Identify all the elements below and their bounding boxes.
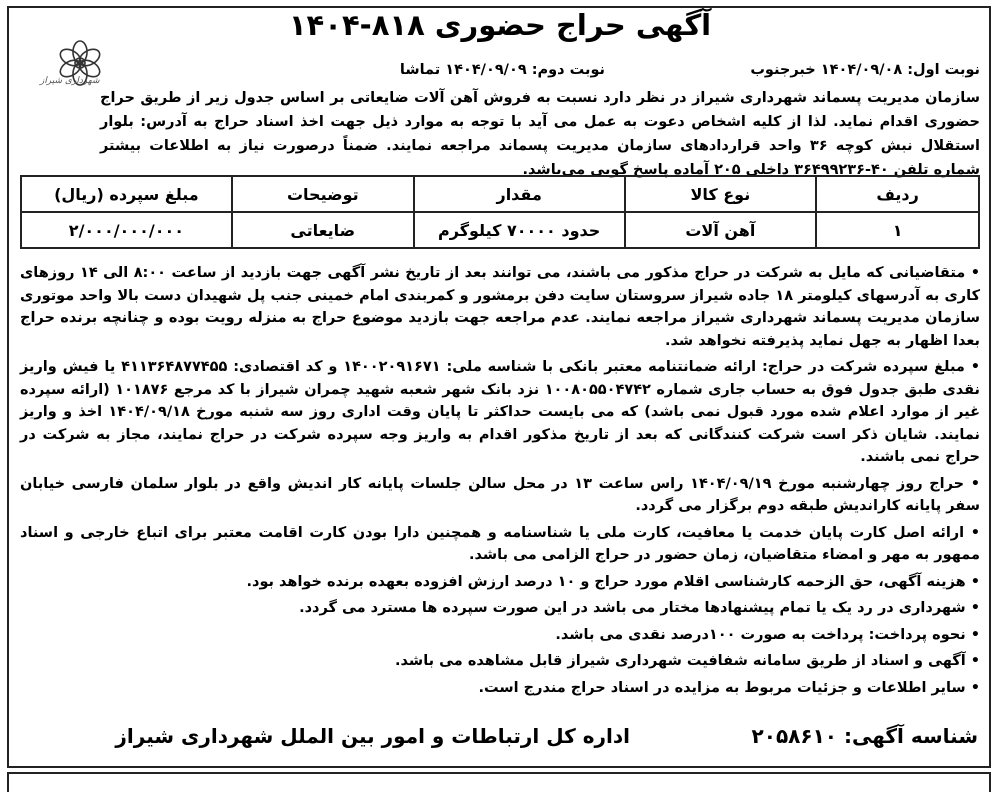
conditions-list bbox=[20, 262, 980, 703]
table-row bbox=[21, 212, 979, 248]
cell-description: ضایعاتی bbox=[232, 212, 414, 248]
col-header-quantity: مقدار bbox=[414, 176, 625, 212]
col-header-item-type: نوع کالا bbox=[625, 176, 817, 212]
ad-id: شناسه آگهی: ۲۰۵۸۶۱۰ bbox=[751, 724, 978, 748]
condition-payment: • نحوه پرداخت: پرداخت به صورت ۱۰۰درصد نقدی می باشد. bbox=[555, 626, 980, 643]
col-header-description: توضیحات bbox=[232, 176, 414, 212]
col-header-deposit: مبلغ سپرده (ریال) bbox=[21, 176, 232, 212]
second-publication: نوبت دوم: ۱۴۰۴/۰۹/۰۹ تماشا bbox=[399, 62, 605, 78]
condition-documents: • ارائه اصل کارت پایان خدمت یا معافیت، کارت ملی یا شناسنامه و همچنین دارا بودن کارت اقامت معتبر برای اتباع خارجی و اسناد ممهور به مهر و امضاء متقاضیان، زمان حضور در حراج الزامی می باشد. bbox=[20, 524, 980, 563]
table-header-row bbox=[21, 176, 979, 212]
logo-caption: شهرداری شیراز bbox=[40, 76, 100, 86]
condition-other: • سایر اطلاعات و جزئیات مربوط به مزایده در اسناد حراج مندرج است. bbox=[478, 679, 980, 696]
condition-auction-date: • حراج روز چهارشنبه مورخ ۱۴۰۴/۰۹/۱۹ راس ساعت ۱۳ در محل سالن جلسات پایانه کار اندیش واقع در بلوار سلمان فارسی خیابان سفر پایانه کاراندیش طبقه دوم برگزار می گردد. bbox=[20, 475, 980, 514]
condition-costs: • هزینه آگهی، حق الزحمه کارشناسی اقلام مورد حراج و ۱۰ درصد ارزش افزوده بعهده برنده خواهد بود. bbox=[246, 573, 980, 590]
cell-quantity: حدود ۷۰۰۰۰ کیلوگرم bbox=[414, 212, 625, 248]
condition-rejection: • شهرداری در رد یک یا تمام پیشنهادها مختار می باشد در این صورت سپرده ها مسترد می گردد. bbox=[299, 600, 980, 616]
cell-item-type: آهن آلات bbox=[625, 212, 817, 248]
col-header-row-number: ردیف bbox=[816, 176, 979, 212]
condition-visit: • متقاضیانی که مایل به شرکت در حراج مذکور می باشند، می توانند بعد از تاریخ نشر آگهی جهت بازدید از ساعت ۸:۰۰ الی ۱۴ روزهای کاری به آدرسهای کیلومتر ۱۸ جاده شیراز سروستان سایت دفن برمشور و کمربندی امام خمینی جنب پل شهیدان دست بالا واحد موتوری سازمان مدیریت پسماند شهرداری شیراز مراجعه نمایند. عدم مراجعه جهت بازدید موضوع حراج به منزله رویت بوده و چنانچه برنده حراج بعدا اظهار به جهل نماید پذیرفته نخواهد شد. bbox=[20, 265, 981, 349]
notice-title: آگهی حراج حضوری ۸۱۸-۱۴۰۴ bbox=[288, 8, 712, 42]
cell-deposit: ۲/۰۰۰/۰۰۰/۰۰۰ bbox=[21, 212, 232, 248]
items-table bbox=[20, 175, 980, 249]
condition-deposit: • مبلغ سپرده شرکت در حراج: ارائه ضمانتنامه معتبر بانکی با شناسه ملی: ۱۴۰۰۲۰۹۱۶۷۱ و کد اقتصادی: ۴۱۱۳۶۴۸۷۷۴۵۵ یا فیش واریز نقدی طبق جدول فوق به حساب جاری شماره ۱۰۰۸۰۵۵۰۴۷۴۲ نزد بانک شهر شعبه شهید چمران شیراز با کد مرجع ۱۰۱۸۷۶ (ارائه سپرده غیر از موارد اعلام شده مورد قبول نمی باشد) که می بایست حداکثر تا پایان وقت اداری روز سه شنبه مورخ ۱۴۰۴/۰۹/۱۸ اخذ و واریز نمایند. شایان ذکر است شرکت کنندگانی که بعد از تاریخ مذکور اقدام به واریز وجه سپرده شرکت در حراج نمایند، مجاز به شرکت در حراج نمی باشند. bbox=[20, 359, 980, 465]
first-publication: نوبت اول: ۱۴۰۴/۰۹/۰۸ خبرجنوب bbox=[750, 62, 980, 78]
intro-paragraph: سازمان مدیریت پسماند شهرداری شیراز در نظر دارد نسبت به فروش آهن آلات ضایعاتی بر اساس جدول زیر از طریق حراج حضوری اقدام نماید. لذا از کلیه اشخاص دعوت به عمل می آید با توجه به موارد ذیل جهت اخذ اسناد حراج به آدرس: بلوار استقلال نبش کوچه ۳۶ واحد قراردادهای سازمان مدیریت پسماند مراجعه نمایند. ضمناً درصورت نیاز به اطلاعات بیشتر شماره تلفن ۴۰-۳۶۴۹۹۲۳۶ داخلی ۲۰۵ آماده پاسخ گویی می‌باشد. bbox=[100, 90, 980, 178]
issuer-name: اداره کل ارتباطات و امور بین الملل شهرداری شیراز bbox=[115, 724, 630, 748]
next-notice-frame bbox=[7, 772, 991, 792]
cell-row-number: ۱ bbox=[816, 212, 979, 248]
condition-transparency: • آگهی و اسناد از طریق سامانه شفافیت شهرداری شیراز قابل مشاهده می باشد. bbox=[395, 653, 980, 669]
